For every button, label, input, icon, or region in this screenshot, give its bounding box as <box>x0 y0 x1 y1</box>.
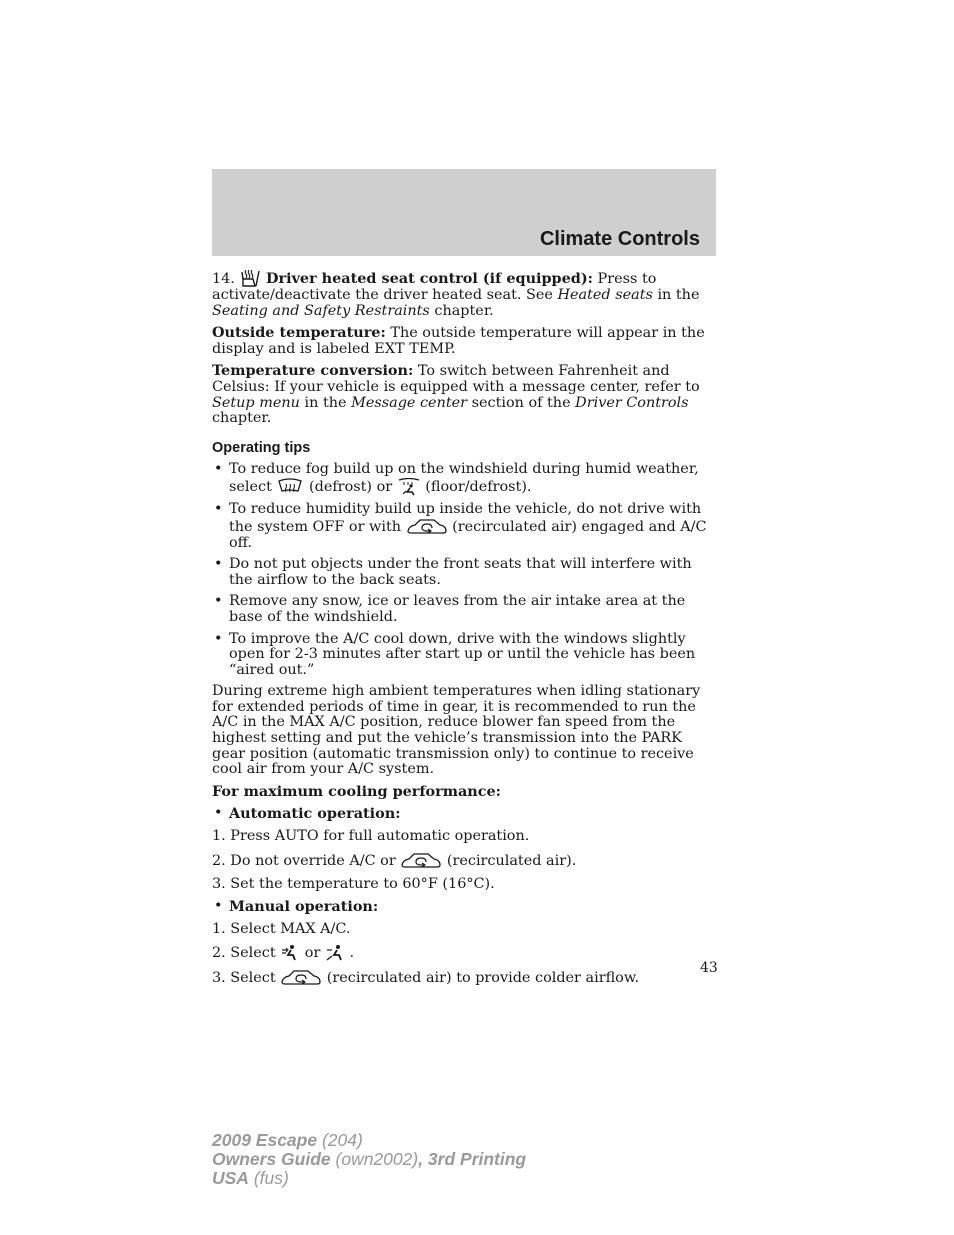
defrost-icon <box>276 478 304 496</box>
temperature-conversion-label: Temperature conversion: <box>212 362 414 380</box>
tip-1-text-c: (floor/defrost). <box>425 478 532 495</box>
manual-step-3 <box>212 969 716 987</box>
chapter-title: Climate Controls <box>539 228 700 250</box>
item-14-paragraph <box>212 270 716 319</box>
item-14-label: Driver heated seat control (if equipped): <box>266 270 593 287</box>
setup-menu-reference: Setup menu <box>212 394 300 411</box>
manual-step-1: 1. Select MAX A/C. <box>212 920 351 937</box>
tip-2-text-b: (recirculated air) engaged and A/C off. <box>229 518 707 551</box>
document-footer <box>212 1131 526 1188</box>
manual-operation-list <box>212 899 716 916</box>
temperature-conversion-text-d: chapter. <box>212 410 272 427</box>
page-content <box>212 270 716 994</box>
footer-market-code: (fus) <box>248 1168 289 1188</box>
footer-line-1 <box>212 1131 526 1150</box>
manual-step-2-text-b: or <box>304 945 325 962</box>
temperature-conversion-paragraph <box>212 363 716 426</box>
list-item: • Do not put objects under the front seats that will interfere with the airflow to the back seats. <box>212 557 716 588</box>
outside-temperature-text: The outside temperature will appear in the display and is labeled EXT TEMP. <box>212 325 705 357</box>
auto-step-3: 3. Set the temperature to 60°F (16°C). <box>212 875 495 892</box>
temperature-conversion-text: To switch between Fahrenheit and Celsius: If your vehicle is equipped with a message center, refer to <box>212 363 700 395</box>
manual-step-3-text-b: (recirculated air) to provide colder airflow. <box>326 970 640 987</box>
list-item: • Remove any snow, ice or leaves from the air intake area at the base of the windshield. <box>212 594 716 625</box>
message-center-reference: Message center <box>351 394 468 411</box>
tip-2-text: To reduce humidity build up inside the vehicle, do not drive with the system OFF or with <box>229 500 702 535</box>
page-number: 43 <box>700 960 718 976</box>
manual-operation-heading: Manual operation: <box>229 898 379 916</box>
footer-guide-code: (own2002) <box>330 1149 419 1169</box>
list-item <box>212 806 716 823</box>
temperature-conversion-text-c: section of the <box>467 394 576 411</box>
list-item <box>212 462 716 496</box>
recirculated-air-icon <box>406 518 448 536</box>
item-14-text-c: chapter. <box>429 302 494 319</box>
manual-step-2-text-c: . <box>349 945 355 962</box>
list-item <box>212 502 716 551</box>
outside-temperature-paragraph <box>212 325 716 357</box>
auto-step-2 <box>212 852 716 870</box>
footer-line-2 <box>212 1150 526 1169</box>
tip-1-text: To reduce fog build up on the windshield during humid weather, select <box>229 461 699 495</box>
panel-floor-vent-icon <box>325 944 345 962</box>
auto-step-2-text: 2. Do not override A/C or <box>212 852 401 869</box>
automatic-operation-heading: Automatic operation: <box>229 805 401 823</box>
auto-step-1: 1. Press AUTO for full automatic operation. <box>212 828 530 845</box>
manual-step-2-text: 2. Select <box>212 945 281 962</box>
item-14-text: Press to activate/deactivate the driver heated seat. See <box>212 271 657 303</box>
footer-guide: Owners Guide <box>212 1149 331 1169</box>
footer-line-3 <box>212 1169 526 1188</box>
driver-controls-reference: Driver Controls <box>575 394 689 411</box>
operating-tips-list <box>212 462 716 678</box>
footer-market: USA <box>212 1168 249 1188</box>
operating-tips-heading: Operating tips <box>212 439 311 456</box>
list-item <box>212 899 716 916</box>
tip-1-text-b: (defrost) or <box>309 478 397 495</box>
manual-step-2 <box>212 944 716 962</box>
temperature-conversion-text-b: in the <box>299 394 352 411</box>
seating-chapter-reference: Seating and Safety Restraints <box>212 302 430 319</box>
recirculated-air-icon <box>280 969 322 987</box>
item-14-number: 14. <box>212 271 235 287</box>
max-cooling-heading-text: For maximum cooling performance: <box>212 782 501 800</box>
chapter-header <box>212 169 716 256</box>
automatic-operation-list <box>212 806 716 823</box>
item-14-text-b: in the <box>652 287 700 303</box>
list-item: • To improve the A/C cool down, drive with the windows slightly open for 2-3 minutes after start up or until the vehicle has been “aired out.” <box>212 632 716 679</box>
panel-vent-icon <box>280 944 300 962</box>
extreme-temperature-paragraph: During extreme high ambient temperatures when idling stationary for extended periods of time in gear, it is recommended to run the A/C in the MAX A/C position, reduce blower fan speed from the highest setting and put the vehicle’s transmission into the PARK gear position (automatic transmission only) to continue to receive cool air from your A/C system. <box>212 683 701 778</box>
floor-defrost-icon <box>397 478 421 496</box>
recirculated-air-icon <box>400 852 442 870</box>
max-cooling-heading <box>212 784 716 801</box>
auto-step-2-text-b: (recirculated air). <box>446 852 577 869</box>
heated-seats-reference: Heated seats <box>557 287 653 303</box>
footer-model: 2009 Escape <box>212 1130 318 1150</box>
heated-seat-icon <box>239 270 261 288</box>
outside-temperature-label: Outside temperature: <box>212 324 386 342</box>
footer-printing: , 3rd Printing <box>418 1149 527 1169</box>
manual-step-3-text: 3. Select <box>212 970 281 987</box>
footer-model-code: (204) <box>317 1130 363 1150</box>
